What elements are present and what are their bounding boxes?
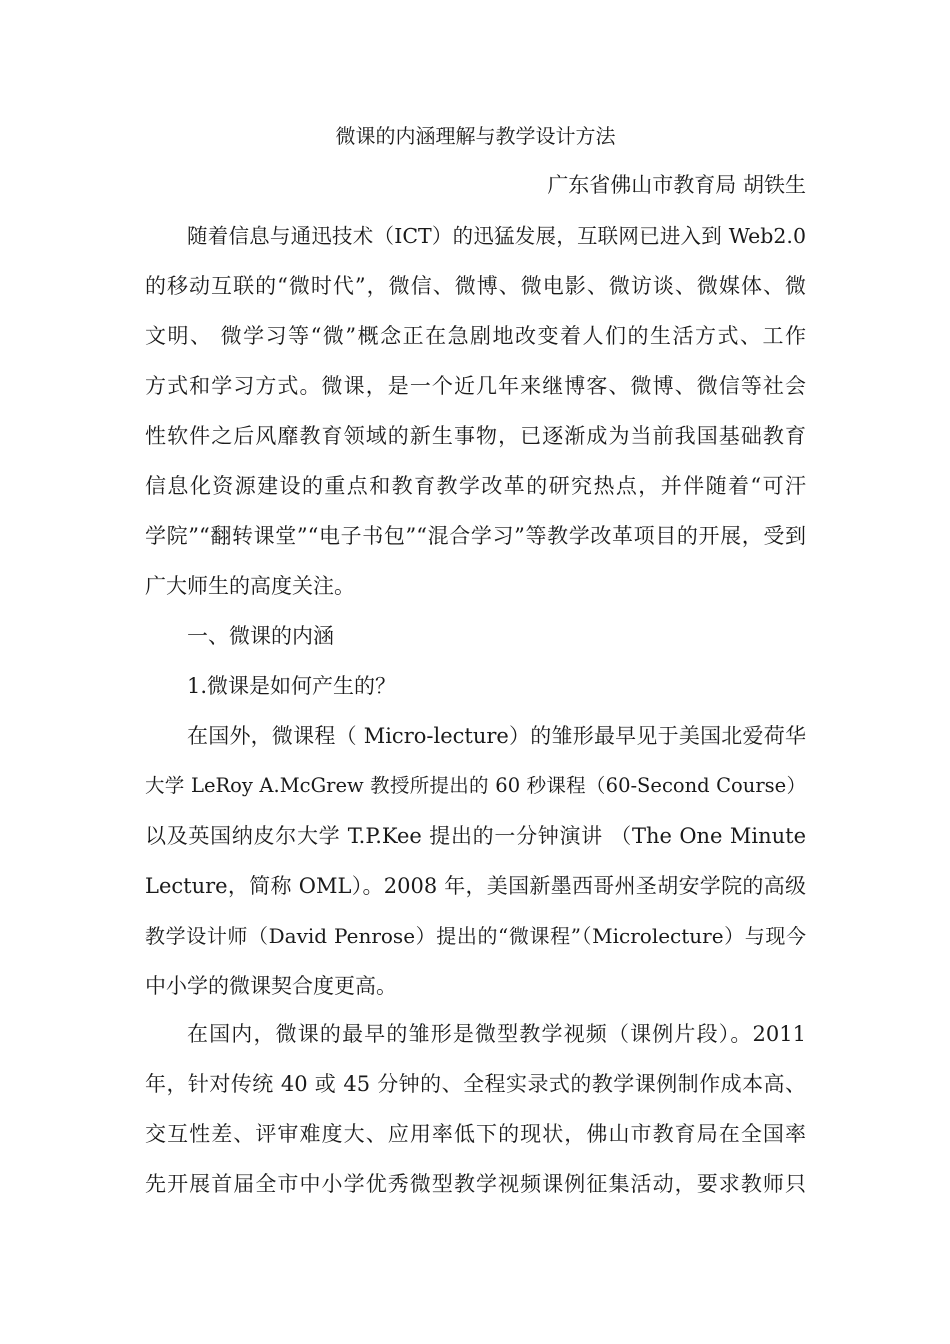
paragraph-line: 方式和学习方式。微课，是一个近几年来继博客、微博、微信等社会 (145, 374, 806, 398)
paragraph-line: 在国内，微课的最早的雏形是微型教学视频（课例片段）。2011 (187, 1022, 806, 1046)
section-heading (145, 611, 806, 661)
paragraph-line: 年，针对传统 40 或 45 分钟的、全程实录式的教学课例制作成本高、 (145, 1072, 806, 1096)
paragraph-line: 教学设计师（David Penrose）提出的“微课程”（Microlecture）与现今 (145, 924, 806, 948)
section-heading-text: 一、微课的内涵 (187, 624, 334, 648)
paragraph-line: 以及英国纳皮尔大学 T.P.Kee 提出的一分钟演讲 （The One Minute (145, 824, 806, 848)
paragraph-line: 性软件之后风靡教育领域的新生事物，已逐渐成为当前我国基础教育 (145, 424, 806, 448)
paragraph-origin-abroad (145, 711, 806, 1011)
document-author: 广东省佛山市教育局 胡铁生 (547, 173, 806, 197)
paragraph-line: 文明、 微学习等“微”概念正在急剧地改变着人们的生活方式、工作 (145, 324, 806, 348)
paragraph-origin-domestic (145, 1009, 806, 1209)
paragraph-line: 在国外，微课程（ Micro-lecture）的雏形最早见于美国北爱荷华 (187, 724, 806, 748)
paragraph-line: 广大师生的高度关注。 (145, 574, 355, 598)
subsection-heading (145, 661, 806, 711)
paragraph-line: 随着信息与通迅技术（ICT）的迅猛发展，互联网已进入到 Web2.0 (187, 224, 806, 248)
paragraph-line: 的移动互联的“微时代”，微信、微博、微电影、微访谈、微媒体、微 (145, 274, 806, 298)
paragraph-line: 大学 LeRoy A.McGrew 教授所提出的 60 秒课程（60-Second Course） (145, 774, 806, 797)
paragraph-line: Lecture，简称 OML）。2008 年，美国新墨西哥州圣胡安学院的高级 (145, 874, 806, 898)
subsection-heading-text: 1.微课是如何产生的？ (187, 674, 397, 698)
paragraph-intro (145, 211, 806, 611)
paragraph-line: 交互性差、评审难度大、应用率低下的现状，佛山市教育局在全国率 (145, 1122, 806, 1146)
paragraph-line: 学院”“翻转课堂”“电子书包”“混合学习”等教学改革项目的开展，受到 (145, 524, 806, 548)
paragraph-line: 先开展首届全市中小学优秀微型教学视频课例征集活动，要求教师只 (145, 1172, 806, 1196)
paragraph-line: 中小学的微课契合度更高。 (145, 974, 397, 998)
paragraph-line: 信息化资源建设的重点和教育教学改革的研究热点，并伴随着“可汗 (145, 474, 806, 498)
document-title: 微课的内涵理解与教学设计方法 (335, 124, 616, 148)
